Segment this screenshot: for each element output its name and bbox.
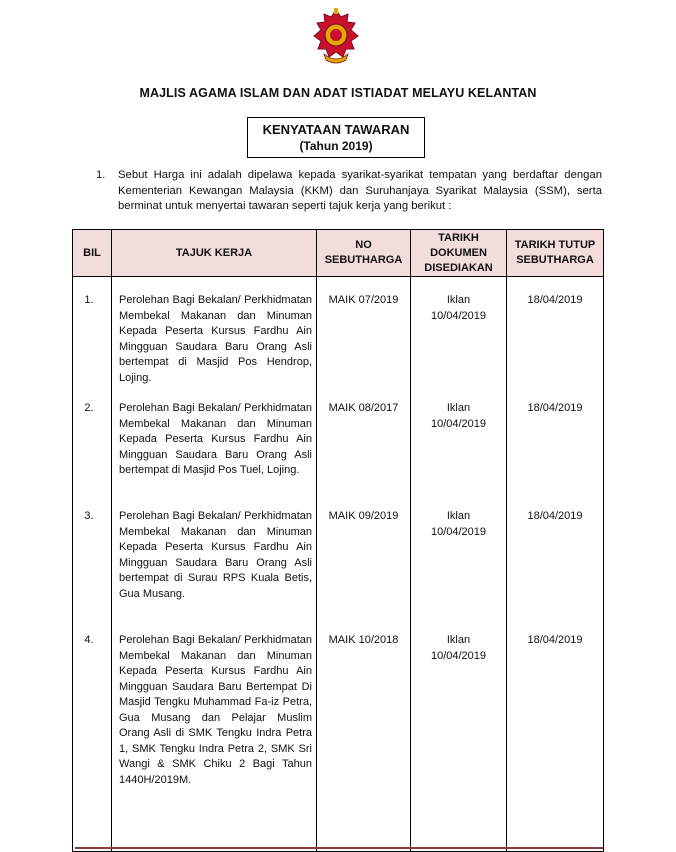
header-tarikh-dokumen: TARIKH DOKUMEN DISEDIAKAN xyxy=(411,230,507,277)
row-tarikh-dokumen: Iklan 10/04/2019 xyxy=(411,509,507,633)
row-tarikh-tutup: 18/04/2019 xyxy=(507,401,604,509)
row-bil: 2. xyxy=(73,401,112,509)
title-box xyxy=(247,117,425,158)
table-header-row xyxy=(73,230,604,277)
row-no-sebutharga: MAIK 08/2017 xyxy=(317,401,411,509)
row-bil: 1. xyxy=(73,293,112,401)
row-tarikh-dokumen: Iklan 10/04/2019 xyxy=(411,401,507,509)
row-bil: 3. xyxy=(73,509,112,633)
row-tajuk: Perolehan Bagi Bekalan/ Perkhidmatan Membekal Makanan dan Minuman Kepada Peserta Kursus Fardhu Ain Mingguan Saudara Baru Orang Asli bertempat di Surau RPS Kuala Betis, Gua Musang. xyxy=(112,509,317,633)
organization-name: MAJLIS AGAMA ISLAM DAN ADAT ISTIADAT MELAYU KELANTAN xyxy=(139,86,537,100)
row-no-sebutharga: MAIK 10/2018 xyxy=(317,633,411,852)
row-no-sebutharga: MAIK 09/2019 xyxy=(317,509,411,633)
table-row xyxy=(73,293,604,401)
row-tajuk: Perolehan Bagi Bekalan/ Perkhidmatan Membekal Makanan dan Minuman Kepada Peserta Kursus Fardhu Ain Mingguan Saudara Baru Orang Asli bertempat di Masjid Pos Tuel, Lojing. xyxy=(112,401,317,509)
row-tajuk: Perolehan Bagi Bekalan/ Perkhidmatan Membekal Makanan dan Minuman Kepada Peserta Kursus Fardhu Ain Mingguan Saudara Baru Orang Asli bertempat di Masjid Pos Hendrop, Lojing. xyxy=(112,293,317,401)
header-no-sebutharga: NO SEBUTHARGA xyxy=(317,230,411,277)
row-tarikh-tutup: 18/04/2019 xyxy=(507,633,604,852)
row-tarikh-dokumen: Iklan 10/04/2019 xyxy=(411,633,507,852)
offer-table xyxy=(72,229,604,852)
intro-paragraph xyxy=(96,168,602,215)
row-tarikh-tutup: 18/04/2019 xyxy=(507,509,604,633)
row-tarikh-tutup: 18/04/2019 xyxy=(507,293,604,401)
header-tajuk-kerja: TAJUK KERJA xyxy=(112,230,317,277)
page-title: KENYATAAN TAWARAN xyxy=(262,122,410,137)
row-no-sebutharga: MAIK 07/2019 xyxy=(317,293,411,401)
header-bil: BIL xyxy=(73,230,112,277)
page-subtitle: (Tahun 2019) xyxy=(299,139,373,153)
row-tajuk: Perolehan Bagi Bekalan/ Perkhidmatan Membekal Makanan dan Minuman Kepada Peserta Kursus Fardhu Ain Mingguan Saudara Baru Bertempat Di Masjid Tengku Muhammad Fa-iz Petra, Gua Musang dan Pelajar Muslim Orang Asli di SMK Tengku Indra Petra 1, SMK Tengku Indra Petra 2, SMK Sri Wangi & SMK Chiku 2 Bagi Tahun 1440H/2019M. xyxy=(112,633,317,852)
header-tarikh-tutup: TARIKH TUTUP SEBUTHARGA xyxy=(507,230,604,277)
row-tarikh-dokumen: Iklan 10/04/2019 xyxy=(411,293,507,401)
table-row xyxy=(73,509,604,633)
footer-rule xyxy=(75,847,603,849)
table-row xyxy=(73,633,604,852)
table-row xyxy=(73,401,604,509)
row-bil: 4. xyxy=(73,633,112,852)
intro-number: 1. xyxy=(96,169,106,181)
crest-icon xyxy=(310,8,362,66)
intro-text: Sebut Harga ini adalah dipelawa kepada syarikat-syarikat tempatan yang berdaftar dengan Kementerian Kewangan Malaysia (KKM) dan Suruhanjaya Syarikat Malaysia (SSM), serta berminat untuk menyertai tawaran seperti tajuk kerja yang berikut : xyxy=(118,169,602,212)
